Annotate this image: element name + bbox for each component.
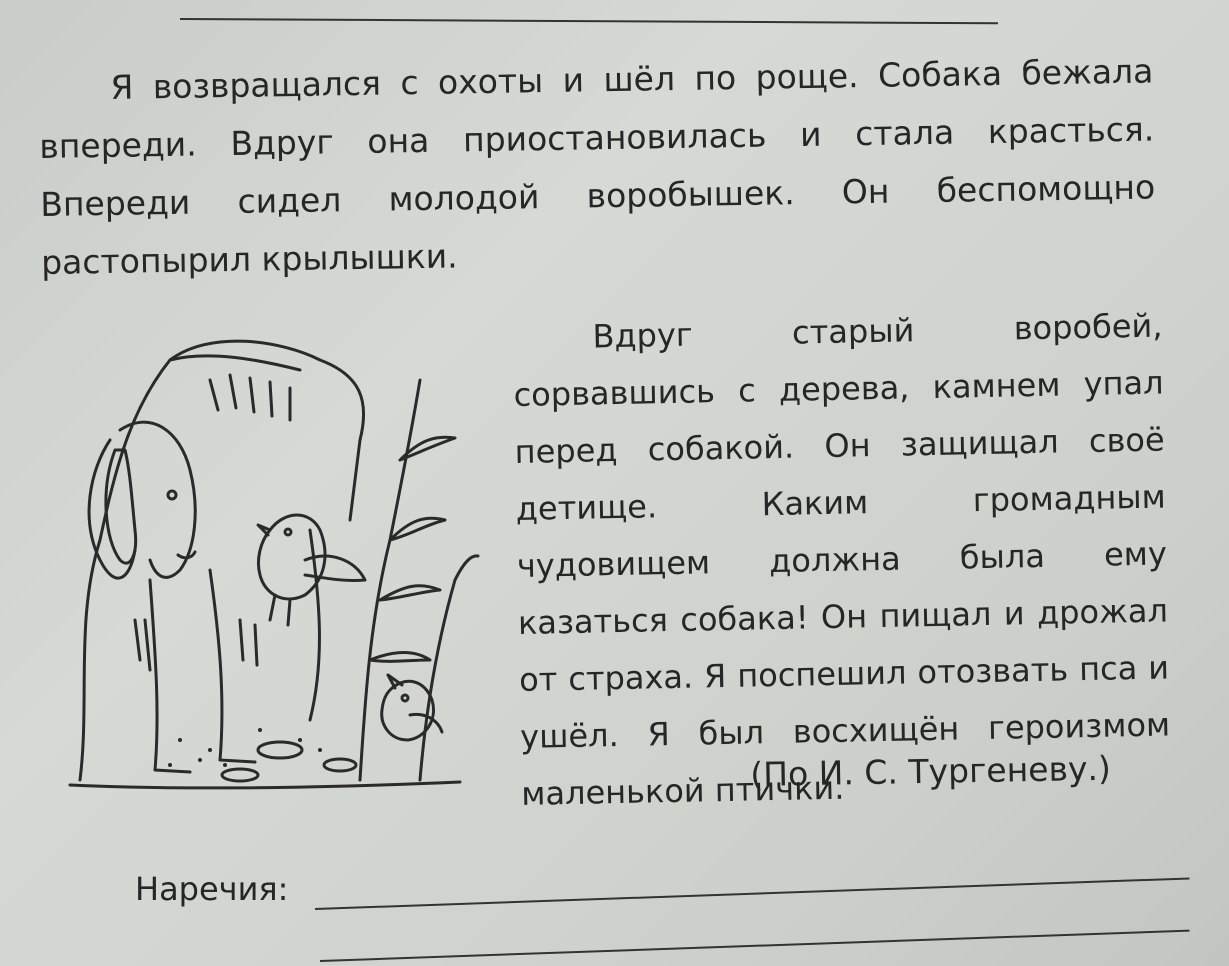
dog-and-sparrows-illustration bbox=[60, 320, 480, 800]
adverbs-label: Наречия: bbox=[135, 870, 289, 908]
answer-line[interactable] bbox=[320, 930, 1190, 962]
story-paragraph-1: Я возвращался с охоты и шёл по роще. Собака бежала впереди. Вдруг она приостановилась и стала красться. Впереди сидел молодой воробышек. Он беспомощно растопырил крылышки. bbox=[39, 51, 1156, 282]
answer-line[interactable] bbox=[315, 877, 1190, 910]
top-writing-line bbox=[180, 18, 998, 24]
story-attribution: (По И. С. Тургеневу.) bbox=[750, 748, 1112, 794]
story-paragraph-2: Вдруг старый воробей, сорвавшись с дерева, камнем упал перед собакой. Он защищал своё детище. Каким громадным чудовищем должна была ему казаться собака! Он пищал и дрожал от страха. Я поспешил отозвать пса и ушёл. Я был восхищён героизмом маленькой птички. bbox=[513, 306, 1171, 813]
